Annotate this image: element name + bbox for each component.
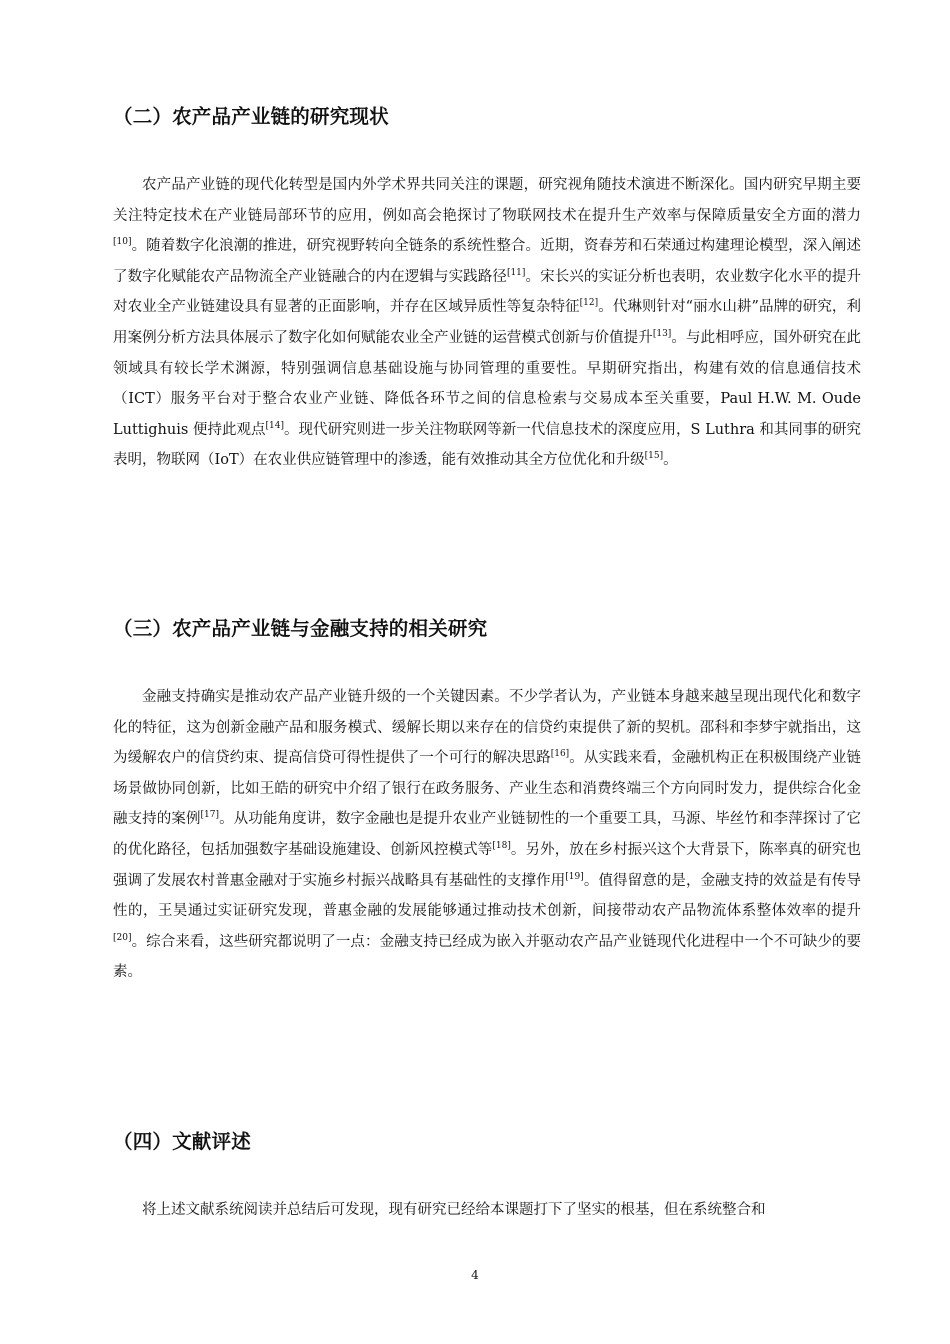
text-run: 将上述文献系统阅读并总结后可发现，现有研究已经给本课题打下了坚实的根基，但在系统整合和 — [142, 1202, 766, 1218]
text-run: 。宋长兴的实证分析也表明，农业数字化水平的提升对农业全产业链建设具有显著的正面影响，并存在区域异质性等复杂特征 — [113, 268, 861, 316]
citation-ref: [11] — [506, 267, 526, 278]
text-run: 。代琳则针对“丽水山耕”品牌的研究，利用案例分析方法具体展示了数字化如何赋能农业全产业链的运营模式创新与价值提升 — [113, 299, 861, 346]
citation-ref: [15] — [644, 451, 664, 462]
citation-ref: [14] — [265, 420, 284, 431]
text-run: 。另外，放在乡村振兴这个大背景下，陈率真的研究也强调了发展农村普惠金融对于实施乡村振兴战略具有基础性的支撑作用 — [113, 841, 862, 889]
text-run: 。与此相呼应，国外研究在此领域具有较长学术渊源，特别强调信息基础设施与协同管理的重要性。早期研究指出，构建有效的信息通信技术（ICT）服务平台对于整合农业产业链、降低各环节之间的信息检索与交易成本至关重要，Paul H.W. M. Oude Luttighuis 便持此观点 — [113, 329, 862, 438]
citation-ref: [16] — [550, 749, 570, 760]
citation-ref: [20] — [113, 932, 132, 943]
text-run: 。从功能角度讲，数字金融也是提升农业产业链韧性的一个重要工具，马源、毕丝竹和李萍探讨了它的优化路径，包括加强数字基础设施建设、创新风控模式等 — [113, 811, 862, 858]
section-3-paragraph — [113, 682, 861, 988]
citation-ref: [17] — [200, 810, 220, 821]
text-run: 。随着数字化浪潮的推进，研究视野转向全链条的系统性整合。近期，资春芳和石荣通过构建理论模型，深入阐述了数字化赋能农产品物流全产业链融合的内在逻辑与实践路径 — [113, 238, 861, 285]
section-2-paragraph — [113, 170, 861, 476]
text-run: 。值得留意的是，金融支持的效益是有传导性的，王昊通过实证研究发现，普惠金融的发展能够通过推动技术创新，间接带动农产品物流体系整体效率的提升 — [113, 872, 861, 920]
section-heading-2: （二）农产品产业链的研究现状 — [113, 105, 389, 128]
text-run: 农产品产业链的现代化转型是国内外学术界共同关注的课题，研究视角随技术演进不断深化。国内研究早期主要关注特定技术在产业链局部环节的应用，例如高会艳探讨了物联网技术在提升生产效率与保障质量安全方面的潜力 — [113, 177, 861, 224]
citation-ref: [18] — [492, 841, 511, 852]
citation-ref: [19] — [565, 871, 584, 882]
text-run: 。从实践来看，金融机构正在积极围绕产业链场景做协同创新，比如王皓的研究中介绍了银行在政务服务、产业生态和消费终端三个方向同时发力，提供综合化金融支持的案例 — [113, 750, 862, 828]
section-heading-3: （三）农产品产业链与金融支持的相关研究 — [113, 617, 488, 640]
citation-ref: [10] — [113, 237, 132, 248]
page-number: 4 — [471, 1268, 479, 1282]
citation-ref: [13] — [652, 329, 672, 340]
text-run: 。 — [663, 452, 678, 469]
section-heading-4: （四）文献评述 — [113, 1130, 251, 1153]
text-run: 。综合来看，这些研究都说明了一点：金融支持已经成为嵌入并驱动农产品产业链现代化进程中一个不可缺少的要素。 — [113, 933, 861, 981]
citation-ref: [12] — [579, 298, 599, 309]
text-run: 。现代研究则进一步关注物联网等新一代信息技术的深度应用，S Luthra 和其同事的研究表明，物联网（IoT）在农业供应链管理中的渗透，能有效推动其全方位优化和升级 — [113, 421, 862, 469]
section-4-paragraph — [113, 1195, 861, 1226]
text-run: 金融支持确实是推动农产品产业链升级的一个关键因素。不少学者认为，产业链本身越来越呈现出现代化和数字化的特征，这为创新金融产品和服务模式、缓解长期以来存在的信贷约束提供了新的契机。邵科和李梦宇就指出，这为缓解农户的信贷约束、提高信贷可得性提供了一个可行的解决思路 — [113, 689, 861, 767]
